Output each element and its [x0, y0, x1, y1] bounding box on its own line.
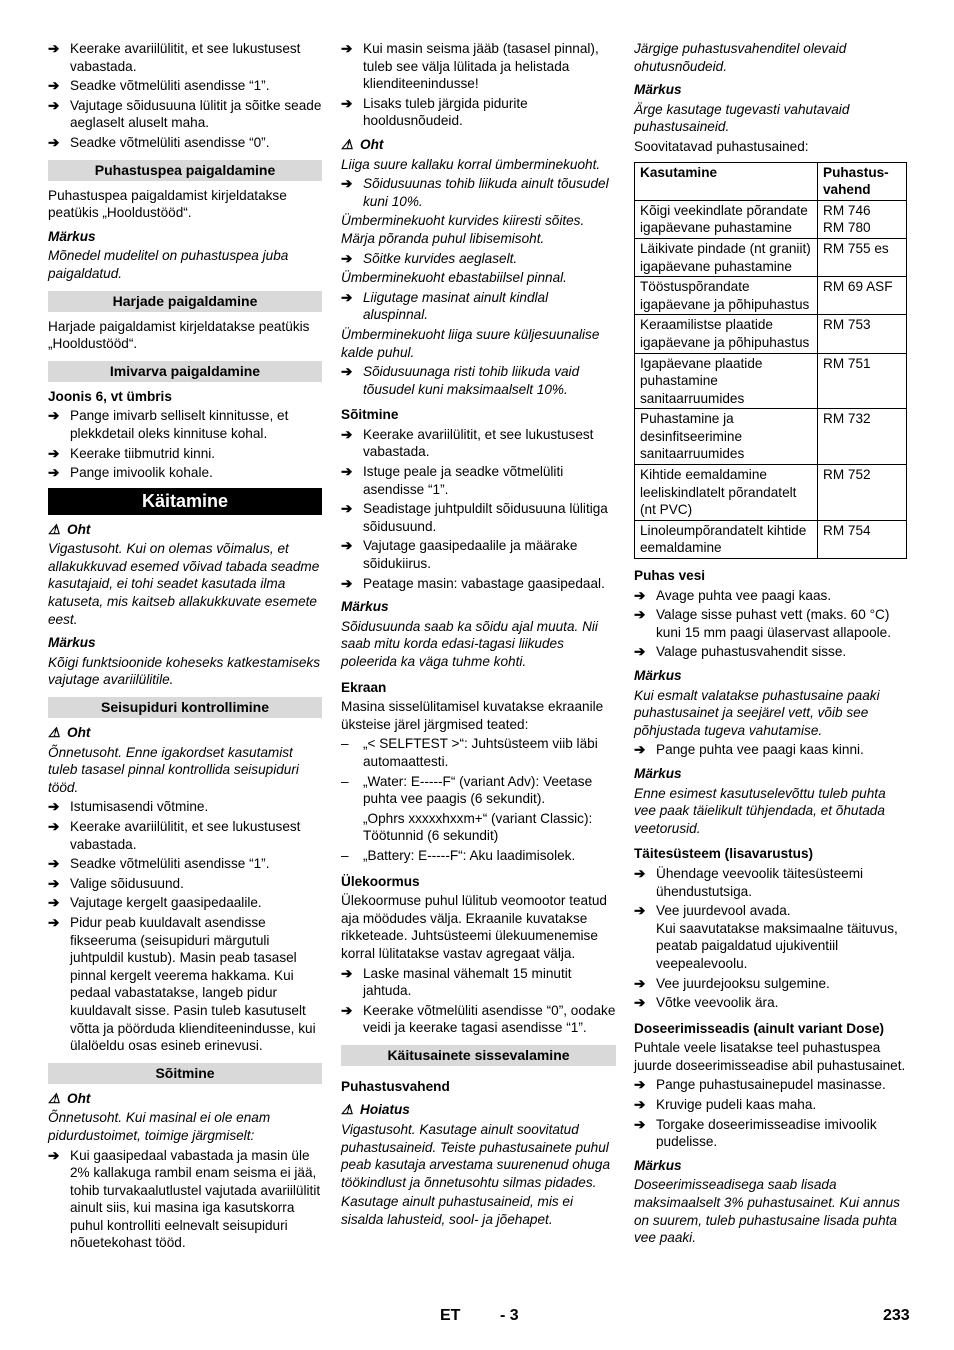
arrow-icon: ➔ — [48, 445, 60, 461]
arrow-icon: ➔ — [48, 465, 60, 481]
note-label: Märkus — [634, 668, 682, 683]
table-cell: RM 752 — [818, 465, 907, 521]
table-cell: Keraamilistse plaatide igapäevane ja põhipuhastus — [635, 315, 818, 353]
table-row — [635, 465, 907, 521]
table-cell: RM 69 ASF — [818, 277, 907, 315]
arrow-icon: ➔ — [341, 575, 353, 591]
table-header-row — [635, 162, 907, 200]
bullet-list — [341, 426, 616, 592]
arrow-icon: ➔ — [48, 799, 60, 815]
arrow-icon: ➔ — [341, 464, 353, 480]
sub-heading: Ekraan — [341, 679, 387, 695]
bullet-item: ➔ Seadke võtmelüliti asendisse “1”. — [48, 78, 270, 94]
bullet-list — [341, 40, 616, 130]
bullet-item: ➔ Keerake võtmelüliti asendisse “0”, oodake veidi ja keerake tagasi asendisse “1”. — [341, 1002, 616, 1036]
warning-text: Ümberminekuoht ebastabiilsel pinnal. — [341, 270, 567, 286]
table-cell: Kõigi veekindlate põrandate igapäevane puhastamine — [635, 200, 818, 238]
column-2 — [341, 40, 616, 1231]
bullet-item: ➔ Ühendage veevoolik täitesüsteemi ühendustutsiga. — [634, 865, 864, 899]
table-header-cell: Puhastus-vahend — [818, 162, 907, 200]
bullet-item: ➔ Seadistage juhtpuldilt sõidusuuna lülitiga sõidusuund. — [341, 501, 608, 534]
bullet-item: ➔ Vee juurdevool avada. — [634, 903, 791, 919]
note-label: Märkus — [634, 82, 682, 98]
section-heading: Sõitmine — [48, 1063, 322, 1084]
bullet-item: ➔ Kui gaasipedaal vabastada ja masin üle 2% kallakuga rambil enam seisma ei jää, tohib turvakaalutlustel vajutada avariilülitit ainult siis, kui masina iga kasutskorra puhul kontrolliti eelnevalt seisupiduri nõuetekohast tööd. — [48, 1147, 321, 1251]
bullet-item: ➔ Võtke veevoolik ära. — [634, 995, 779, 1011]
table-row — [635, 520, 907, 558]
section-heading: Seisupiduri kontrollimine — [48, 697, 322, 718]
warning-icon: ⚠ — [48, 1090, 61, 1106]
bullet-list — [48, 40, 322, 152]
arrow-icon: ➔ — [341, 965, 353, 981]
bullet-item: ➔ Kui masin seisma jääb (tasasel pinnal), tuleb see välja lülitada ja helistada klienditeenindusse! — [341, 41, 599, 92]
sub-heading: Puhas vesi — [634, 568, 706, 584]
arrow-icon: ➔ — [634, 995, 646, 1011]
note-text: Enne esimest kasutuselevõttu tuleb puhta vee paak täielikult tühjendada, et õhutada veetorusid. — [634, 785, 886, 836]
bullet-item: ➔ Kruvige pudeli kaas maha. — [634, 1097, 817, 1113]
caution-label: ⚠ Hoiatus — [341, 1102, 410, 1118]
bullet-item: ➔ Laske masinal vähemalt 15 minutit jahtuda. — [341, 965, 572, 999]
arrow-icon: ➔ — [634, 742, 646, 758]
section-heading: Käitusainete sissevalamine — [341, 1045, 616, 1066]
warning-text: Õnnetusoht. Kui masinal ei ole enam pidurdustoimet, toimige järgmiselt: — [48, 1110, 271, 1143]
paragraph: Masina sisselülitamisel kuvatakse ekraanile üksteise järel järgmised teated: — [341, 699, 604, 732]
warning-label: ⚠ Oht — [341, 136, 384, 152]
arrow-icon: ➔ — [341, 538, 353, 554]
arrow-icon: ➔ — [341, 250, 353, 266]
note-label: Märkus — [48, 635, 96, 651]
warning-text: Vigastusoht. Kui on olemas võimalus, et allakukkuvad esemed võivad tabada seadme kasutajaid, ei tohi seadet kasutada ilma katuseta, mis kaitseb allakukkuvate esemete eest. — [48, 541, 320, 627]
warning-icon: ⚠ — [48, 521, 61, 537]
bullet-item: ➔ Vee juurdejooksu sulgemine. — [634, 975, 830, 991]
bullet-item: ➔ Vajutage kergelt gaasipedaalile. — [48, 895, 262, 911]
bullet-item: ➔ Istumisasendi võtmine. — [48, 799, 209, 815]
arrow-icon: ➔ — [634, 587, 646, 603]
bullet-item: ➔ Avage puhta vee paagi kaas. — [634, 587, 832, 603]
arrow-icon: ➔ — [48, 134, 60, 150]
paragraph: Soovitatavad puhastusained: — [634, 138, 809, 154]
table-row — [635, 277, 907, 315]
arrow-icon: ➔ — [48, 41, 60, 56]
arrow-icon: ➔ — [341, 501, 353, 517]
bullet-item: ➔ Vajutage gaasipedaalile ja määrake sõidukiirus. — [341, 538, 578, 572]
warning-text: Ümberminekuoht kurvides kiiresti sõites. Märja põranda puhul libisemisoht. — [341, 213, 585, 246]
arrow-icon: ➔ — [48, 408, 60, 424]
arrow-icon: ➔ — [48, 914, 60, 930]
bullet-item: ➔ Sõidusuunaga risti tohib liikuda vaid tõusudel kuni maksimaalselt 10%. — [341, 364, 580, 397]
bullet-item: ➔ Liigutage masinat ainult kindlal aluspinnal. — [341, 289, 549, 323]
bullet-list — [48, 1147, 322, 1253]
dash-item: – „Water: E-----F“ (variant Adv): Veetase puhta vee paagis (6 sekundit). — [341, 773, 593, 807]
note-label: Märkus — [341, 599, 389, 615]
arrow-icon: ➔ — [634, 1077, 646, 1093]
bullet-item: ➔ Valige sõidusuund. — [48, 875, 184, 891]
table-cell: Kihtide eemaldamine leeliskindlatelt põrandatelt (nt PVC) — [635, 465, 818, 521]
table-row — [635, 315, 907, 353]
bullet-item: ➔ Keerake avariilülitit, et see lukustusest vabastada. — [341, 426, 594, 460]
warning-text: Liiga suure kallaku korral ümberminekuoht. — [341, 156, 601, 172]
table-row — [635, 353, 907, 409]
bullet-item: ➔ Pange puhta vee paagi kaas kinni. — [634, 742, 864, 758]
bullet-item: ➔ Keerake avariilülitit, et see lukustusest vabastada. — [48, 41, 301, 74]
arrow-icon: ➔ — [634, 1116, 646, 1132]
note-text: Kui esmalt valatakse puhastusaine paaki puhastusainet ja seejärel vett, võib see põhjustada tugeva vahutamise. — [634, 687, 880, 738]
warning-text: Õnnetusoht. Enne igakordset kasutamist tuleb tasasel pinnal kontrollida seisupiduri tööd. — [48, 744, 299, 795]
bullet-list — [634, 587, 907, 661]
arrow-icon: ➔ — [634, 865, 646, 881]
sub-heading: Puhastusvahend — [341, 1078, 450, 1094]
dash-item: – „Battery: E-----F“: Aku laadimisolek. — [341, 847, 576, 863]
bullet-item: ➔ Pange imivoolik kohale. — [48, 465, 213, 481]
bullet-list — [48, 407, 322, 481]
paragraph: Järgige puhastusvahenditel olevaid ohutusnõudeid. — [634, 41, 847, 74]
bullet-item: ➔ Lisaks tuleb järgida pidurite hooldusnõudeid. — [341, 95, 528, 129]
warning-icon: ⚠ — [341, 1102, 354, 1118]
note-text: Doseerimisseadisega saab lisada maksimaalselt 3% puhastusainet. Kui annus on suurem, tuleb puhastusaine lisada puhta vee paaki. — [634, 1177, 900, 1246]
arrow-icon: ➔ — [48, 97, 60, 113]
table-cell: RM 755 es — [818, 238, 907, 276]
bullet-item: ➔ Seadke võtmelüliti asendisse “0”. — [48, 134, 270, 150]
arrow-icon: ➔ — [48, 1147, 60, 1163]
arrow-icon: ➔ — [634, 607, 646, 623]
table-cell: Tööstuspõrandate igapäevane ja põhipuhastus — [635, 277, 818, 315]
arrow-icon: ➔ — [341, 426, 353, 442]
column-1 — [48, 40, 322, 1254]
footer-page-number: 233 — [883, 1307, 910, 1324]
sub-heading: Sõitmine — [341, 407, 399, 423]
bullet-item: ➔ Seadke võtmelüliti asendisse “1”. — [48, 856, 270, 872]
table-cell: Läikivate pindade (nt graniit) igapäevane puhastamine — [635, 238, 818, 276]
bullet-item: ➔ Valage sisse puhast vett (maks. 60 °C) kuni 15 mm paagi ülaservast allapoole. — [634, 607, 892, 640]
table-cell: RM 754 — [818, 520, 907, 558]
paragraph: Ülekoormuse puhul lülitub veomootor teatud aja möödudes välja. Ekraanile kuvatakse rikketeade. Juhtsüsteemi ülekuumenemise korral lülitatakse vastav agregaat välja. — [341, 893, 607, 961]
warning-label: ⚠ Oht — [48, 725, 91, 741]
warning-text: Ümberminekuoht liiga suure küljesuunalise kalde puhul. — [341, 326, 600, 360]
sub-heading: Täitesüsteem (lisavarustus) — [634, 846, 814, 862]
table-cell: RM 746 RM 780 — [818, 200, 907, 238]
warning-block — [341, 156, 616, 399]
bullet-item: ➔ Pange imivarb selliselt kinnitusse, et plekkdetail oleks kinnituse kohal. — [48, 408, 289, 441]
dash-item-continuation: „Ophrs xxxxxhxxm+“ (variant Classic): Töötunnid (6 sekundit) — [363, 810, 593, 844]
bullet-item: ➔ Keerake avariilülitit, et see lukustusest vabastada. — [48, 819, 301, 852]
arrow-icon: ➔ — [634, 644, 646, 660]
arrow-icon: ➔ — [48, 819, 60, 834]
note-text: Kõigi funktsioonide koheseks katkestamiseks vajutage avariilülitile. — [48, 654, 321, 688]
note-label: Märkus — [48, 228, 96, 244]
table-cell: RM 753 — [818, 315, 907, 353]
bullet-item: ➔ Istuge peale ja seadke võtmelüliti asendisse “1”. — [341, 464, 564, 497]
dash-item: – „< SELFTEST >“: Juhtsüsteem viib läbi automaattesti. — [341, 736, 598, 769]
table-header-cell: Kasutamine — [635, 162, 818, 200]
bullet-continuation: Kui saavutatakse maksimaalne täituvus, peatab paigaldatud ujukiventiil veepealevoolu. — [656, 920, 898, 971]
arrow-icon: ➔ — [341, 289, 353, 305]
arrow-icon: ➔ — [634, 975, 646, 991]
column-3 — [634, 40, 907, 1249]
warning-label: ⚠ Oht — [48, 1090, 91, 1106]
bullet-item: ➔ Pange puhastusainepudel masinasse. — [634, 1077, 886, 1093]
arrow-icon: ➔ — [341, 176, 353, 192]
bullet-item: ➔ Vajutage sõidusuuna lülitit ja sõitke seade aeglaselt aluselt maha. — [48, 97, 322, 131]
bullet-item: ➔ Torgake doseerimisseadise imivoolik pudelisse. — [634, 1116, 877, 1150]
arrow-icon: ➔ — [634, 1097, 646, 1113]
caution-text: Vigastusoht. Kasutage ainult soovitatud puhastusaineid. Teiste puhastusainete puhul peab kasutaja arvestama suurenenud ohuga töökindlust ja õnnetusohtu silmas pidades. — [341, 1122, 611, 1190]
arrow-icon: ➔ — [341, 95, 353, 111]
arrow-icon: ➔ — [634, 903, 646, 919]
bullet-item: ➔ Peatage masin: vabastage gaasipedaal. — [341, 575, 605, 591]
section-heading: Harjade paigaldamine — [48, 291, 322, 312]
sub-heading: Ülekoormus — [341, 873, 420, 889]
table-cell: Puhastamine ja desinfitseerimine sanitaarruumides — [635, 409, 818, 465]
paragraph: Puhtale veele lisatakse teel puhastuspea juurde doseerimisseadise abil puhastusainet. — [634, 1040, 906, 1073]
note-label: Märkus — [634, 1157, 682, 1173]
paragraph: Puhastuspea paigaldamist kirjeldatakse peatükis „Hooldustööd“. — [48, 187, 287, 221]
arrow-icon: ➔ — [341, 1002, 353, 1018]
bullet-list — [634, 1076, 907, 1150]
table-row — [635, 200, 907, 238]
warning-icon: ⚠ — [48, 725, 61, 741]
caution-text: Kasutage ainult puhastusaineid, mis ei sisalda lahusteid, sool- ja jõehapet. — [341, 1194, 573, 1228]
table-row — [635, 238, 907, 276]
note-text: Mõnedel mudelitel on puhastuspea juba paigaldatud. — [48, 248, 289, 281]
bullet-item: ➔ Pidur peab kuuldavalt asendisse fikseeruma (seisupiduri märgutuli juhtpuldil kustub). Masin peab tasasel pinnal kergelt veerema hakkama. Kui pedaal vabastatakse, langeb pidur kuuldavalt sisse. Pasin tuleb kasutuselt võtta ja pöörduda klienditeenindusse, kui ülalöeldu osas esineb erinevusi. — [48, 914, 316, 1054]
bullet-list — [341, 965, 616, 1037]
arrow-icon: ➔ — [48, 875, 60, 891]
bullet-item: ➔ Sõitke kurvides aeglaselt. — [341, 250, 518, 266]
table-cell: Linoleumpõrandatelt kihtide eemaldamine — [635, 520, 818, 558]
arrow-icon: ➔ — [48, 856, 60, 872]
cleaning-agent-table — [634, 162, 907, 559]
arrow-icon: ➔ — [48, 78, 60, 94]
table-cell: Igapäevane plaatide puhastamine sanitaarruumides — [635, 353, 818, 409]
arrow-icon: ➔ — [48, 895, 60, 911]
note-label: Märkus — [634, 765, 682, 781]
section-heading: Puhastuspea paigaldamine — [48, 160, 322, 181]
arrow-icon: ➔ — [341, 41, 353, 56]
table-cell: RM 732 — [818, 409, 907, 465]
note-text: Sõidusuunda saab ka sõidu ajal muuta. Nii saab mitu korda edasi-tagasi liikudes poleerida ka väga tuhme kohti. — [341, 618, 598, 669]
bullet-list — [48, 798, 322, 1054]
section-heading: Imivarva paigaldamine — [48, 361, 322, 382]
note-text: Ärge kasutage tugevasti vahutavaid puhastusaineid. — [634, 101, 850, 135]
warning-label: ⚠ Oht — [48, 521, 91, 537]
bullet-item: ➔ Sõidusuunas tohib liikuda ainult tõusudel kuni 10%. — [341, 176, 609, 209]
sub-heading: Doseerimisseadis (ainult variant Dose) — [634, 1020, 885, 1036]
sub-heading: Joonis 6, vt ümbris — [48, 388, 172, 404]
paragraph: Harjade paigaldamist kirjeldatakse peatükis „Hooldustööd“. — [48, 318, 310, 352]
chapter-title: Käitamine — [48, 488, 322, 515]
bullet-item: ➔ Keerake tiibmutrid kinni. — [48, 445, 216, 461]
footer-section-page: - 3 — [500, 1307, 519, 1324]
warning-icon: ⚠ — [341, 136, 354, 152]
table-cell: RM 751 — [818, 353, 907, 409]
table-row — [635, 409, 907, 465]
arrow-icon: ➔ — [341, 364, 353, 380]
footer-language: ET — [440, 1307, 461, 1324]
bullet-item: ➔ Valage puhastusvahendit sisse. — [634, 644, 847, 660]
